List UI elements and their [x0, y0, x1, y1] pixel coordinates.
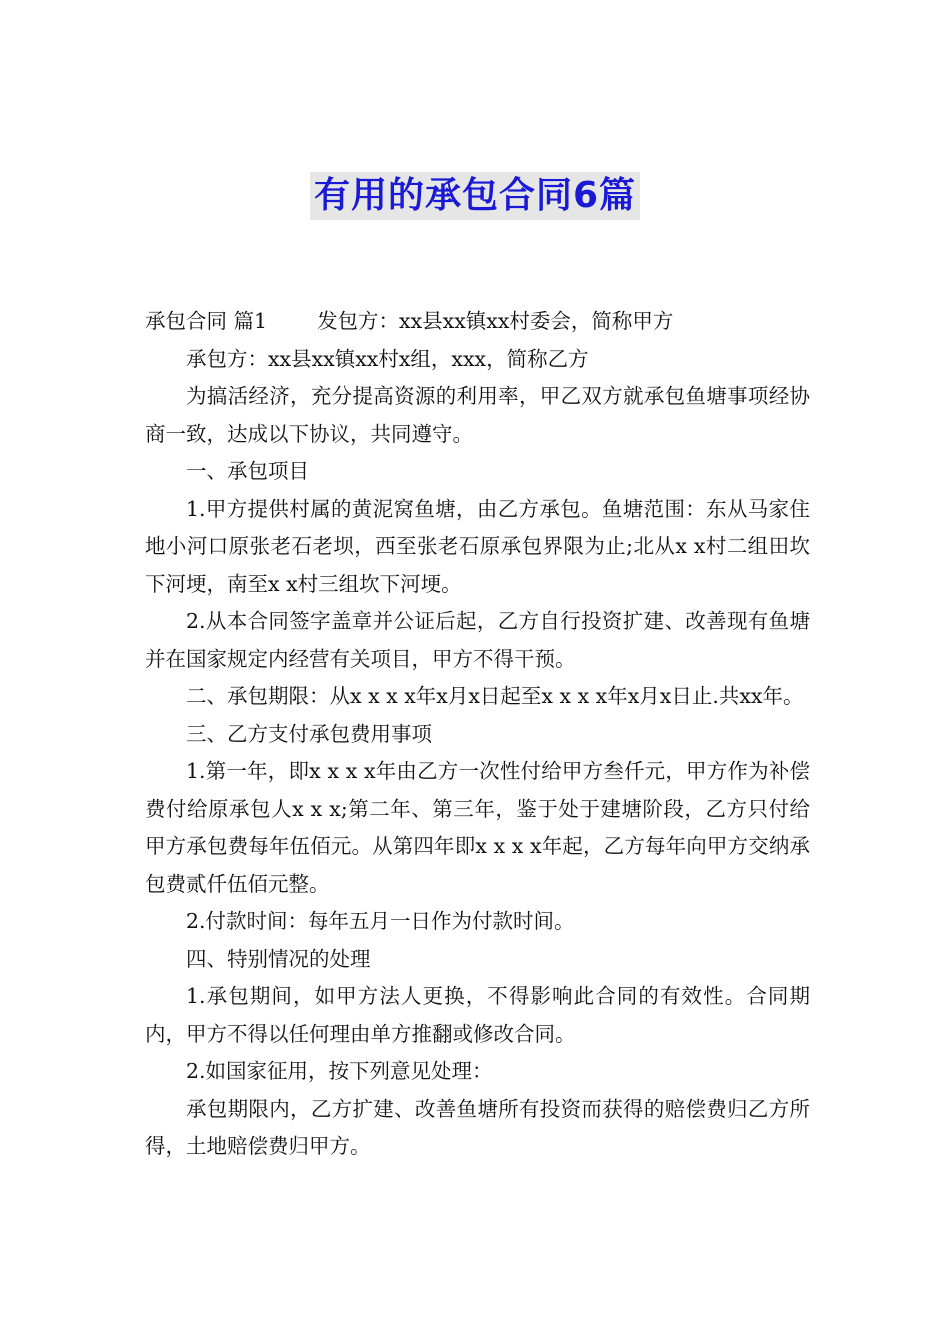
paragraph-contractee: 承包方：xx县xx镇xx村x组，xxx，简称乙方 [186, 346, 589, 371]
paragraph-special-1: 1.承包期间，如甲方法人更换，不得影响此合同的有效性。合同期内，甲方不得以任何理由单方推翻或修改合同。 [145, 984, 810, 1046]
paragraph-contractor: 发包方：xx县xx镇xx村委会，简称甲方 [317, 309, 674, 333]
section-heading-label: 承包合同 篇1 [145, 309, 268, 333]
paragraph-special-2: 2.如国家征用，按下列意见处理： [186, 1059, 493, 1083]
section-heading-project: 一、承包项目 [186, 459, 309, 483]
paragraph-purpose: 为搞活经济，充分提高资源的利用率，甲乙双方就承包鱼塘事项经协商一致，达成以下协议，共同遵守。 [145, 384, 810, 446]
document-title: 有用的承包合同6篇 [310, 172, 640, 220]
paragraph-first-line [145, 303, 810, 341]
paragraph-project-2: 2.从本合同签字盖章并公证后起，乙方自行投资扩建、改善现有鱼塘并在国家规定内经营有关项目，甲方不得干预。 [145, 609, 810, 671]
section-heading-term: 二、承包期限：从x x x x年x月x日起至x x x x年x月x日止.共xx年。 [186, 684, 804, 708]
title-container [0, 172, 950, 220]
paragraph-project-1: 1.甲方提供村属的黄泥窝鱼塘，由乙方承包。鱼塘范围：东从马家住地小河口原张老石老坝，西至张老石原承包界限为止;北从x x村二组田坎下河埂，南至x x村三组坎下河埂。 [145, 496, 810, 596]
section-heading-fees: 三、乙方支付承包费用事项 [186, 721, 432, 746]
paragraph-fees-2: 2.付款时间：每年五月一日作为付款时间。 [186, 909, 575, 933]
section-heading-special: 四、特别情况的处理 [186, 946, 371, 971]
paragraph-compensation: 承包期限内，乙方扩建、改善鱼塘所有投资而获得的赔偿费归乙方所得，土地赔偿费归甲方。 [145, 1096, 810, 1158]
document-body [145, 303, 810, 1166]
paragraph-fees-1: 1.第一年，即x x x x年由乙方一次性付给甲方叁仟元，甲方作为补偿费付给原承包人x x x;第二年、第三年，鉴于处于建塘阶段，乙方只付给甲方承包费每年伍佰元。从第四年即x x x x年起，乙方每年向甲方交纳承包费贰仟伍佰元整。 [145, 759, 810, 896]
